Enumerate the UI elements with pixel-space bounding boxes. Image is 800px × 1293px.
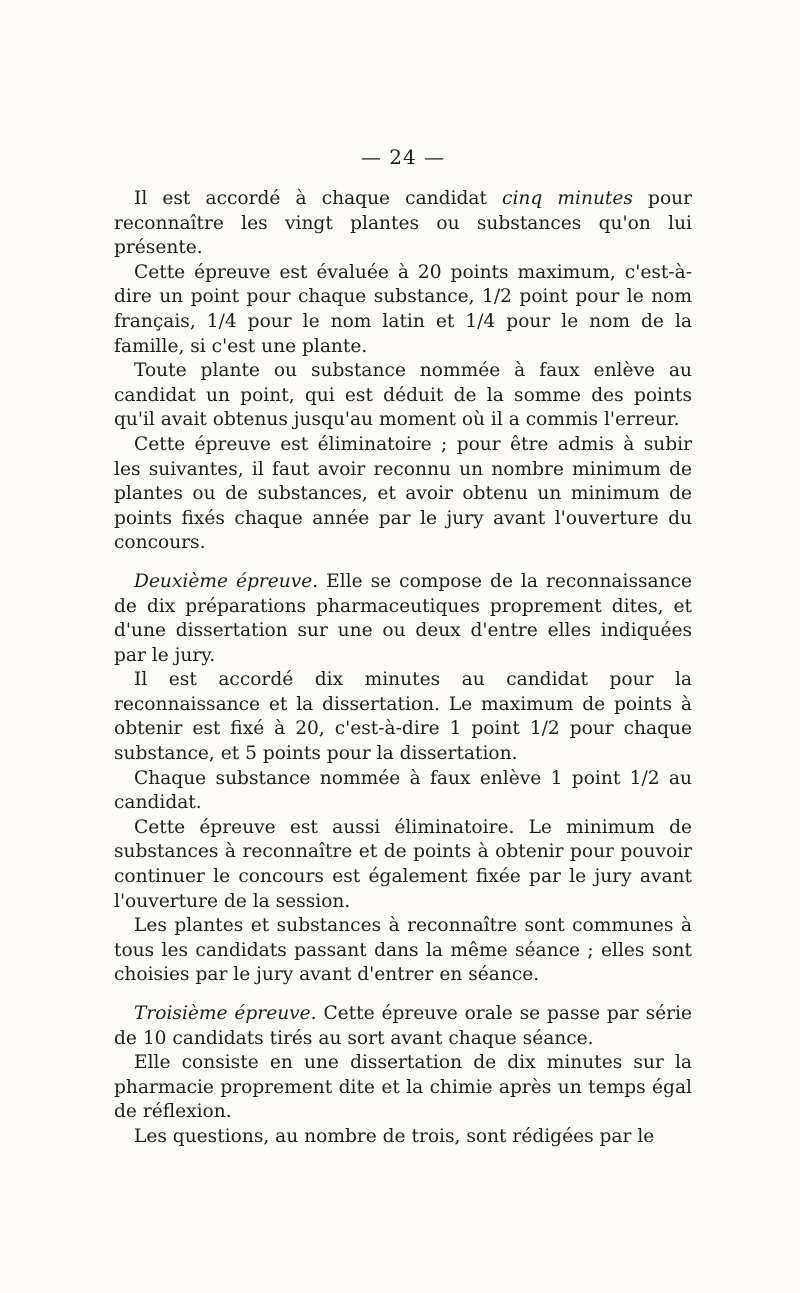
text-run: Elle se compose de la reconnaissance de dix préparations pharmaceutiques proprement dites, et d'une dissertation sur une ou deux d'entre elles indiquées par le jury. <box>114 570 693 666</box>
text-run: Cette épreuve est évaluée à 20 points maximum, c'est-à-dire un point pour chaque substance, 1/2 point pour le nom français, 1/4 pour le nom latin et 1/4 pour le nom de la famille, si c'est une plante. <box>114 261 692 357</box>
paragraph <box>114 1002 692 1051</box>
paragraph <box>114 187 692 261</box>
paragraph <box>114 668 692 766</box>
page-number: — 24 — <box>360 145 446 169</box>
text-run: Les plantes et substances à reconnaître sont communes à tous les candidats passant dans la même séance ; elles sont choisies par le jury avant d'entrer en séance. <box>114 915 692 986</box>
paragraph <box>114 1051 692 1125</box>
text-run: Il est accordé dix minutes au candidat pour la reconnaissance et la dissertation. Le maximum de points à obtenir est fixé à 20, c'est-à-dire 1 point 1/2 pour chaque substance, et 5 points pour la dissertation. <box>114 669 692 765</box>
paragraph <box>114 914 692 988</box>
text-run: Il est accordé à chaque candidat <box>134 188 503 209</box>
paragraph <box>114 767 692 816</box>
text-run: Cette épreuve est éliminatoire ; pour être admis à subir les suivantes, il faut avoir reconnu un nombre minimum de plantes ou de substances, et avoir obtenu un minimum de points fixés chaque année par le jury avant l'ouverture du concours. <box>114 433 692 554</box>
text-run: pour reconnaître les vingt plantes ou substances qu'on lui présente. <box>114 188 692 259</box>
italic-run: cinq minutes <box>502 188 633 209</box>
text-run: Cette épreuve orale se passe par série de 10 candidats tirés au sort avant chaque séance. <box>114 1003 692 1049</box>
body-text <box>114 187 692 1150</box>
text-run: Les questions, au nombre de trois, sont rédigées par le <box>134 1125 655 1147</box>
paragraph <box>114 816 692 914</box>
paragraph <box>114 1125 692 1150</box>
paragraph <box>114 359 692 433</box>
text-run: Toute plante ou substance nommée à faux enlève au candidat un point, qui est déduit de la somme des points qu'il avait obtenus jusqu'au moment où il a commis l'erreur. <box>114 360 692 431</box>
paragraph <box>114 433 692 556</box>
italic-run: Deuxième épreuve. <box>134 570 319 592</box>
text-run: Elle consiste en une dissertation de dix minutes sur la pharmacie proprement dite et la chimie après un temps égal de réflexion. <box>114 1052 692 1123</box>
italic-run: Troisième épreuve. <box>134 1003 317 1024</box>
text-run: Cette épreuve est aussi éliminatoire. Le minimum de substances à reconnaître et de points à obtenir pour pouvoir continuer le concours est également fixée par le jury avant l'ouverture de la session. <box>114 816 692 912</box>
text-run: Chaque substance nommée à faux enlève 1 point 1/2 au candidat. <box>114 767 692 814</box>
paragraph <box>114 261 692 359</box>
paragraph <box>114 570 692 668</box>
